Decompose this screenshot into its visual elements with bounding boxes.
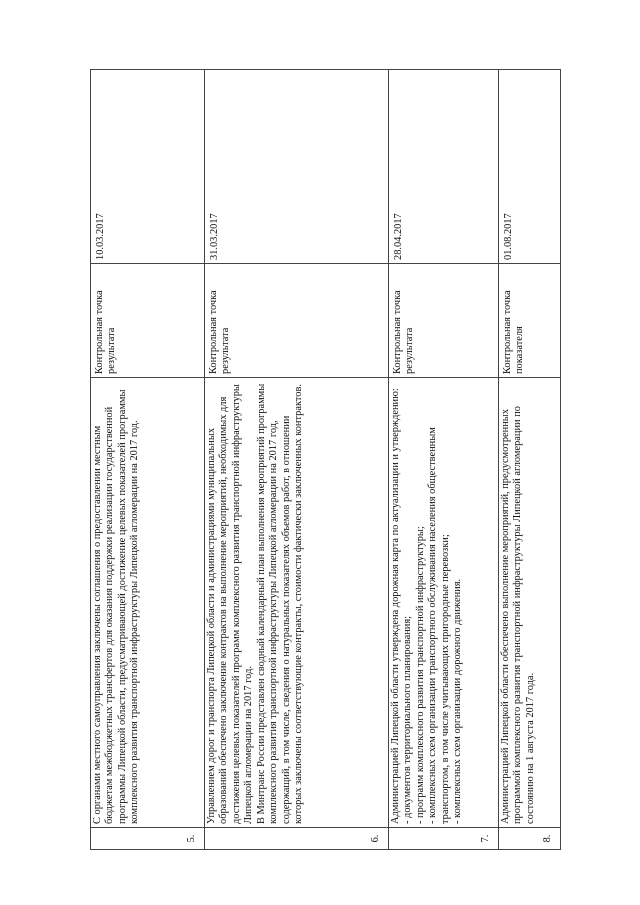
control-points-table [90, 69, 561, 850]
table-row [499, 70, 561, 850]
row-number: 7. [389, 828, 499, 850]
row-date: 10.03.2017 [91, 70, 205, 264]
row-date: 01.08.2017 [499, 70, 561, 264]
row-date: 31.03.2017 [205, 70, 389, 264]
row-type: Контрольная точка результата [205, 264, 389, 378]
table-row [91, 70, 205, 850]
table-row [205, 70, 389, 850]
row-type: Контрольная точка результата [389, 264, 499, 378]
table-row [389, 70, 499, 850]
row-type: Контрольная точка показателя [499, 264, 561, 378]
row-number: 8. [499, 828, 561, 850]
row-date: 28.04.2017 [389, 70, 499, 264]
row-type: Контрольная точка результата [91, 264, 205, 378]
row-description: Управлением дорог и транспорта Липецкой области и администрациями муниципальных образований обеспечено заключение контрактов на выполнение мероприятий, необходимых для достижения целевых показателей программ комплексного развития транспортной инфраструктуры Липецкой агломерации на 2017 год. В Минтранс России представлен сводный календарный план выполнения мероприятий программы комплексного развития транспортной инфраструктуры Липецкой агломерации на 2017 год, содержащий, в том числе, сведения о натуральных показателях объемов работ, в отношении которых заключены соответствующие контракты, стоимости фактически заключенных контрактов. [205, 378, 389, 828]
row-description: Администрацией Липецкой области обеспечено выполнение мероприятий, предусмотренных программой комплексного развития транспортной инфраструктуры Липецкой агломерации по состоянию на 1 августа 2017 года. [499, 378, 561, 828]
row-description: С органами местного самоуправления заключены соглашения о предоставлении местным бюджетам межбюджетных трансфертов для оказания поддержки реализации государственной программы Липецкой области, предусматривающей достижение целевых показателей программы комплексного развития транспортной инфраструктуры Липецкой агломерации на 2017 год. [91, 378, 205, 828]
row-description: Администрацией Липецкой области утверждена дорожная карта по актуализации и утверждению: - документов территориального планирования; - программ комплексного развития транспортной инфраструктуры; - комплексных схем организации транспортного обслуживания населения общественным транспортом, в том числе учитывающих пригородные перевозки; - комплексных схем организации дорожного движения. [389, 378, 499, 828]
document-page [90, 70, 560, 850]
row-number: 6. [205, 828, 389, 850]
row-number: 5. [91, 828, 205, 850]
